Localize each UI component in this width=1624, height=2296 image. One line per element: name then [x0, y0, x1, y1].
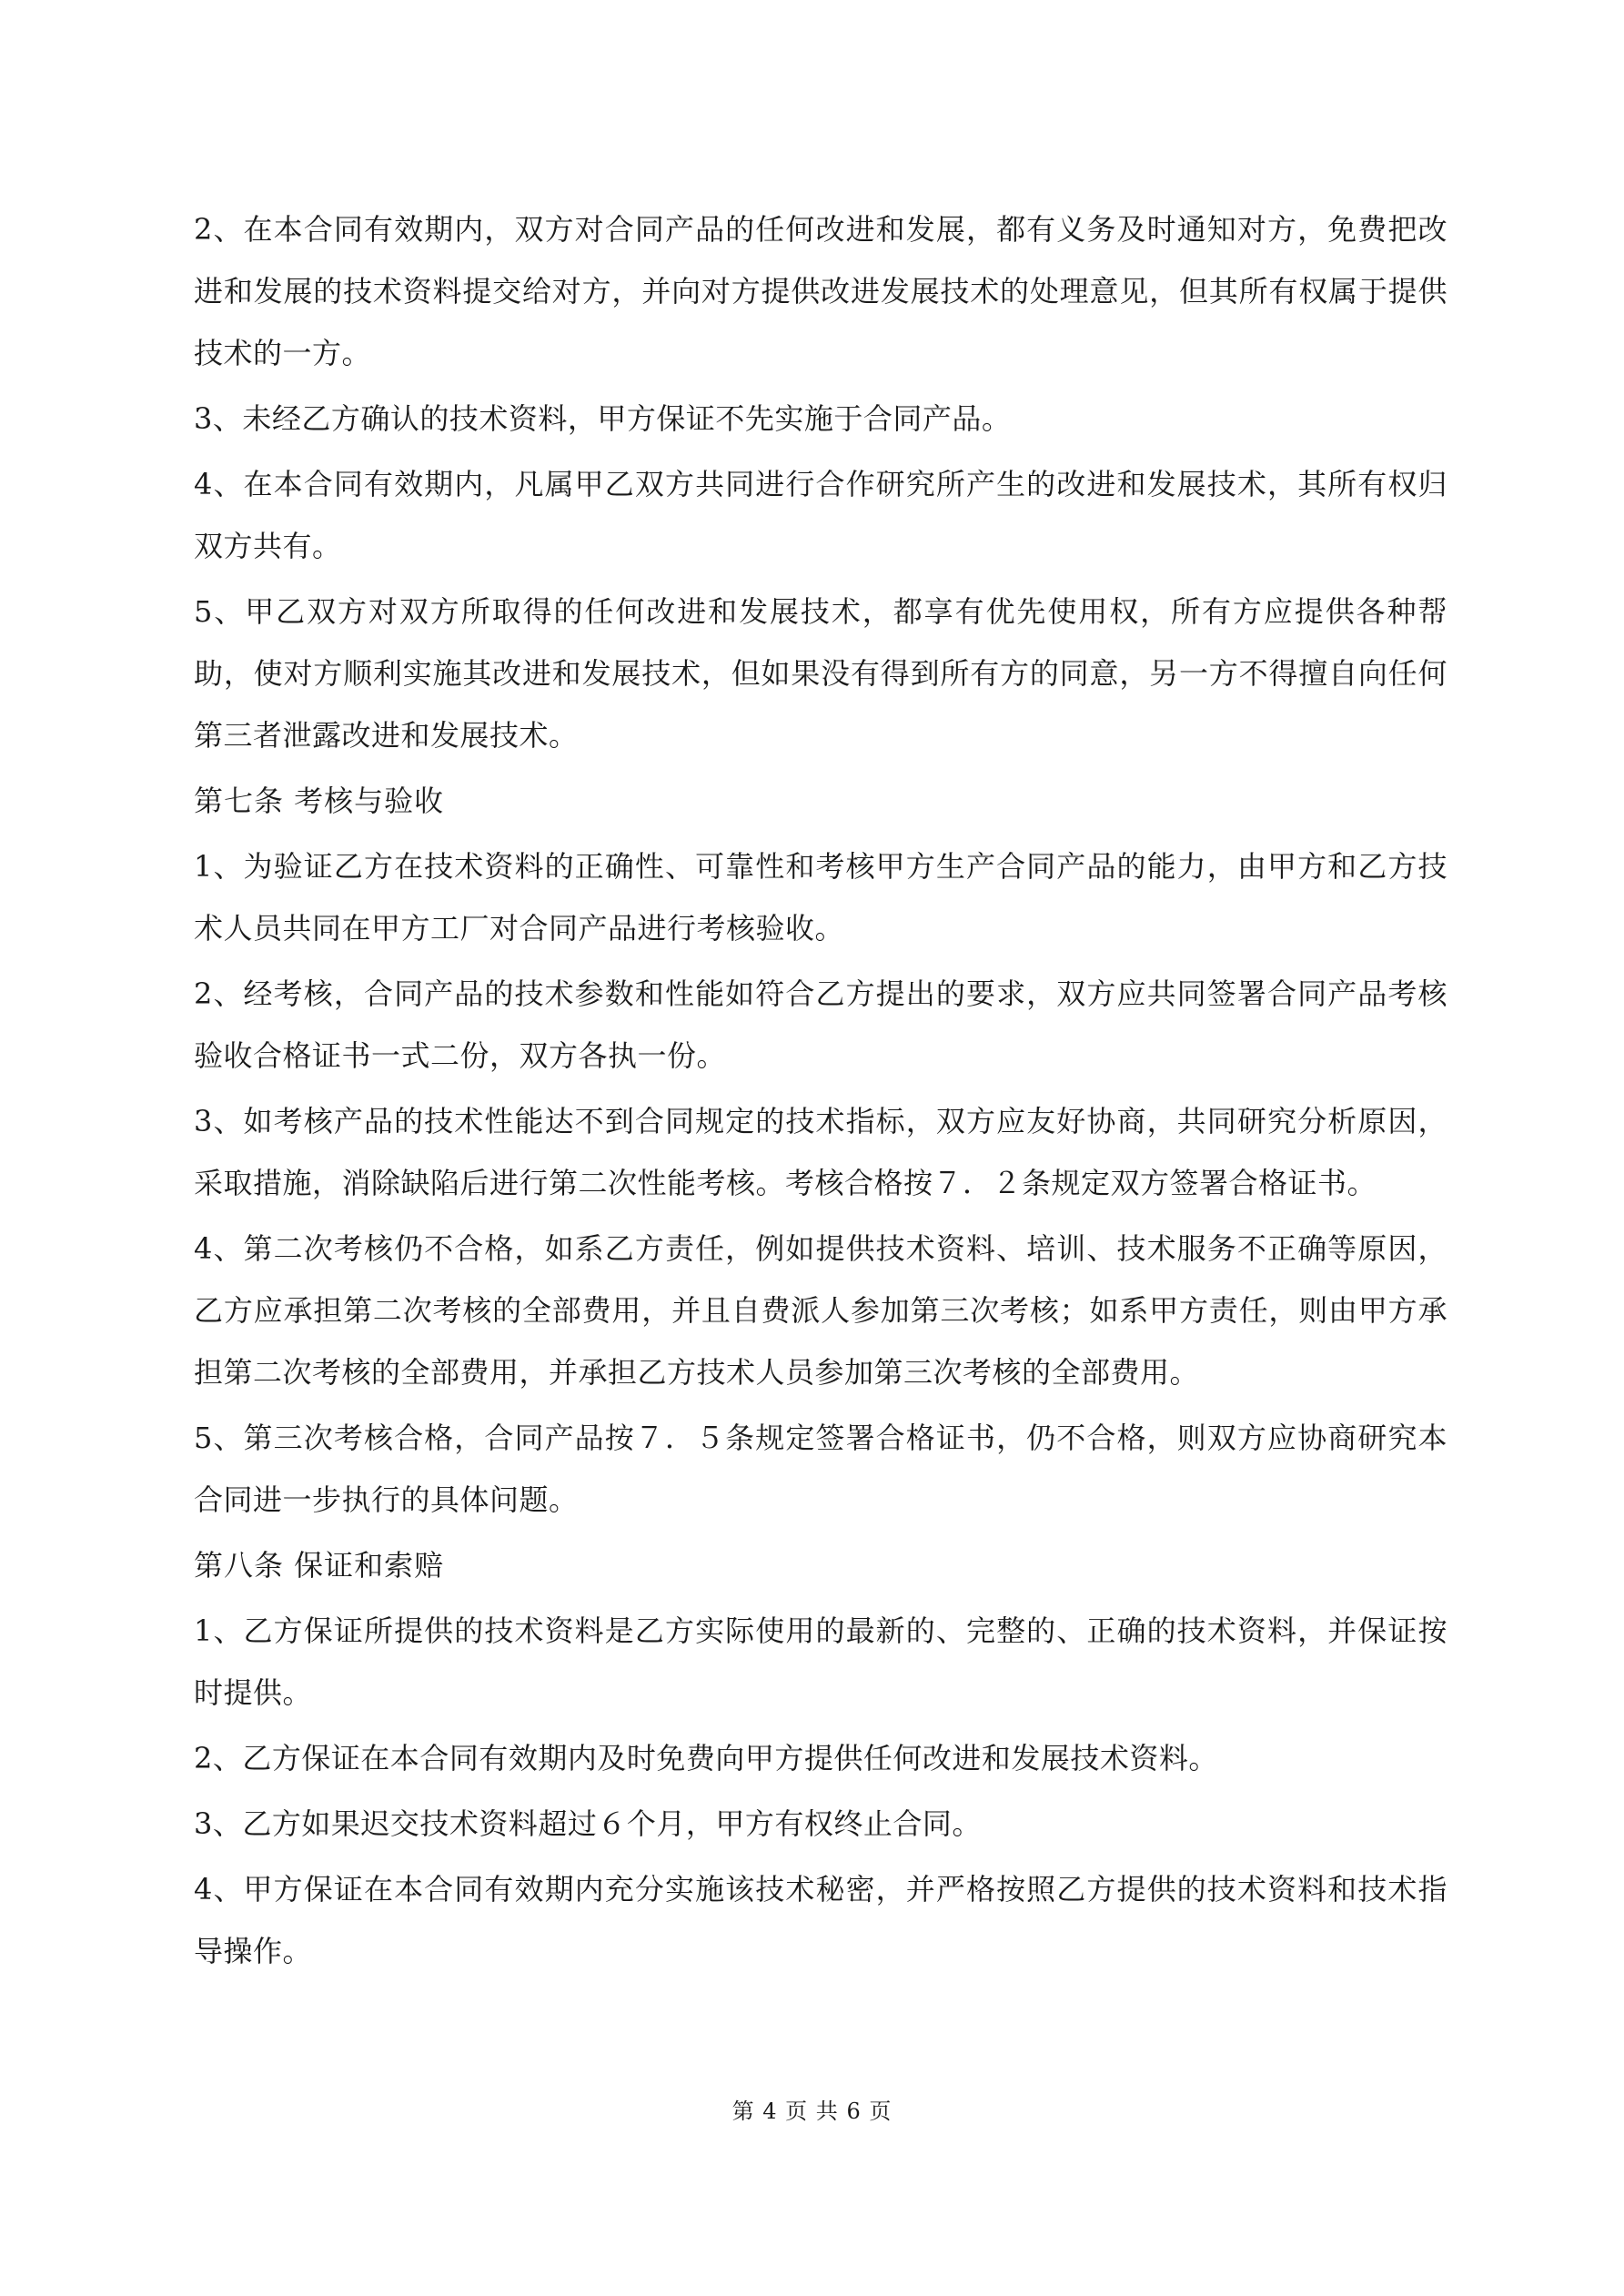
clause-paragraph: 4、在本合同有效期内，凡属甲乙双方共同进行合作研究所产生的改进和发展技术，其所有权归双方共有。 — [194, 467, 1447, 563]
clause-paragraph: 5、甲乙双方对双方所取得的任何改进和发展技术，都享有优先使用权，所有方应提供各种帮助，使对方顺利实施其改进和发展技术，但如果没有得到所有方的同意，另一方不得擅自向任何第三者泄露改进和发展技术。 — [194, 594, 1447, 753]
clause-paragraph: 2、经考核，合同产品的技术参数和性能如符合乙方提出的要求，双方应共同签署合同产品考核验收合格证书一式二份，双方各执一份。 — [194, 976, 1447, 1073]
clause-paragraph: 3、如考核产品的技术性能达不到合同规定的技术指标，双方应友好协商，共同研究分析原因，采取措施，消除缺陷后进行第二次性能考核。考核合格按７．２条规定双方签署合格证书。 — [194, 1104, 1447, 1200]
page-number-footer: 第 4 页 共 6 页 — [731, 2099, 893, 2124]
section-heading-article-8: 第八条 保证和索赔 — [194, 1548, 445, 1583]
clause-paragraph: 1、为验证乙方在技术资料的正确性、可靠性和考核甲方生产合同产品的能力，由甲方和乙方技术人员共同在甲方工厂对合同产品进行考核验收。 — [194, 849, 1447, 946]
clause-paragraph: 1、乙方保证所提供的技术资料是乙方实际使用的最新的、完整的、正确的技术资料，并保证按时提供。 — [194, 1613, 1447, 1710]
contract-body — [194, 198, 1447, 1986]
clause-paragraph: 3、乙方如果迟交技术资料超过６个月，甲方有权终止合同。 — [194, 1806, 982, 1841]
clause-paragraph: 5、第三次考核合格，合同产品按７．５条规定签署合格证书，仍不合格，则双方应协商研究本合同进一步执行的具体问题。 — [194, 1421, 1447, 1517]
clause-paragraph: 4、甲方保证在本合同有效期内充分实施该技术秘密，并严格按照乙方提供的技术资料和技术指导操作。 — [194, 1872, 1447, 1968]
clause-paragraph: 2、乙方保证在本合同有效期内及时免费向甲方提供任何改进和发展技术资料。 — [194, 1741, 1218, 1775]
clause-paragraph: 3、未经乙方确认的技术资料，甲方保证不先实施于合同产品。 — [194, 401, 1012, 436]
section-heading-article-7: 第七条 考核与验收 — [194, 784, 445, 818]
clause-paragraph: 2、在本合同有效期内，双方对合同产品的任何改进和发展，都有义务及时通知对方，免费把改进和发展的技术资料提交给对方，并向对方提供改进发展技术的处理意见，但其所有权属于提供技术的一方。 — [194, 212, 1447, 370]
clause-paragraph: 4、第二次考核仍不合格，如系乙方责任，例如提供技术资料、培训、技术服务不正确等原因，乙方应承担第二次考核的全部费用，并且自费派人参加第三次考核；如系甲方责任，则由甲方承担第二次考核的全部费用，并承担乙方技术人员参加第三次考核的全部费用。 — [194, 1231, 1447, 1390]
